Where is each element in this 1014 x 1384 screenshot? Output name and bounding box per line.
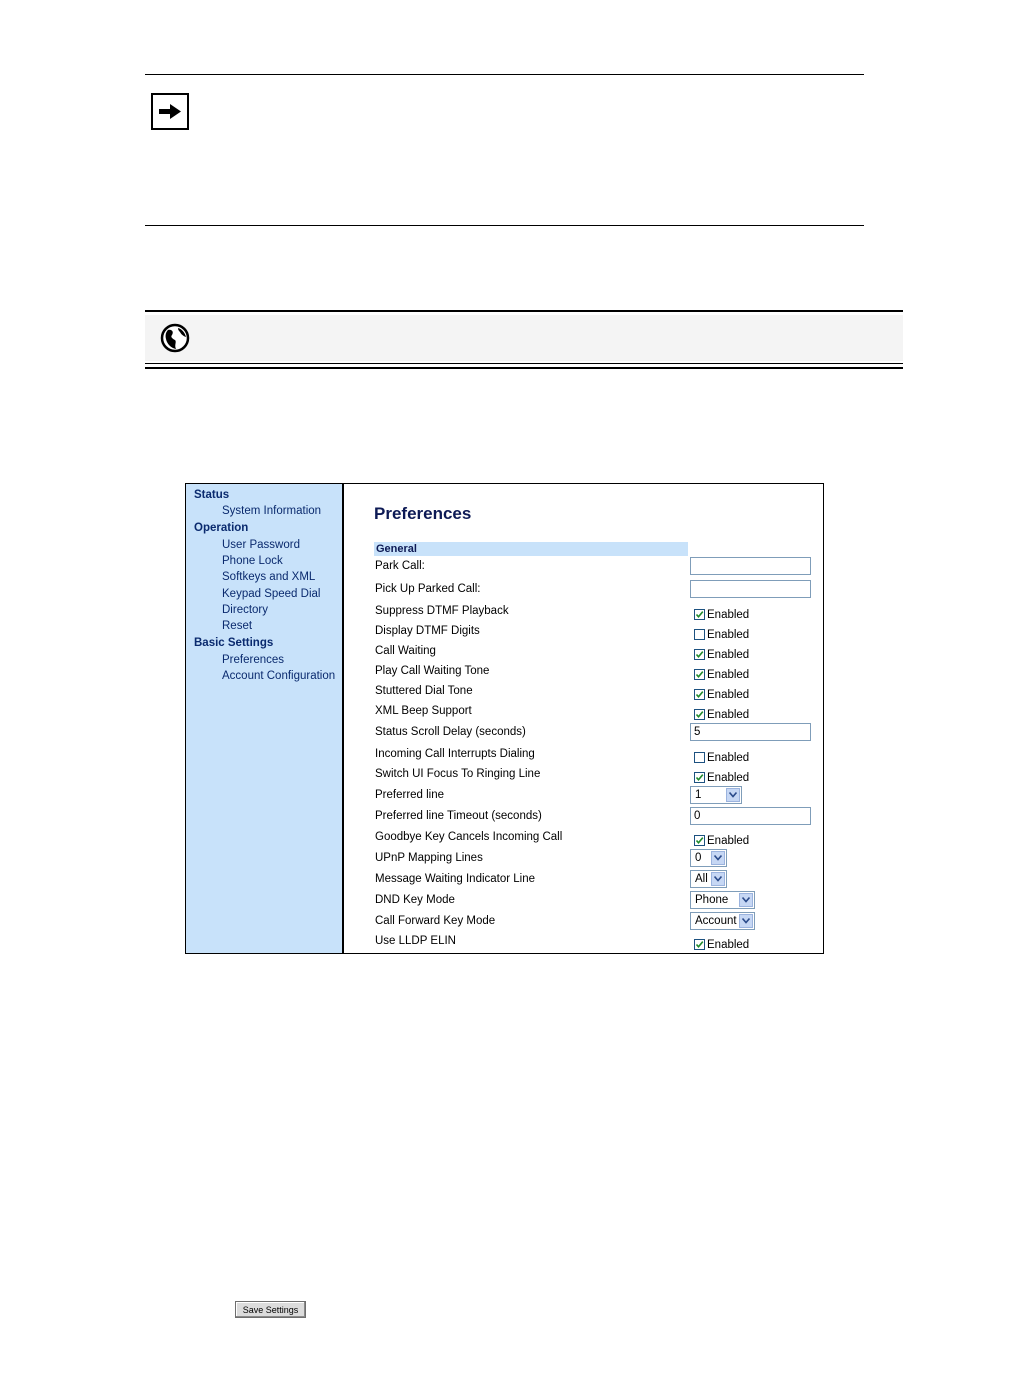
chevron-down-icon[interactable] — [739, 893, 753, 907]
enabled-label: Enabled — [707, 688, 750, 701]
checkmark-icon — [695, 710, 704, 719]
park-call-input[interactable] — [690, 557, 811, 575]
checkmark-icon — [695, 773, 704, 782]
suppress-dtmf-playback-label: Suppress DTMF Playback — [375, 605, 509, 617]
select-value: 0 — [695, 852, 702, 864]
enabled-label: Enabled — [707, 648, 750, 661]
checkbox-checked[interactable] — [694, 669, 705, 680]
sidebar-section-operation[interactable]: Operation — [194, 522, 249, 534]
enabled-label: Enabled — [707, 668, 750, 681]
checkbox-checked[interactable] — [694, 609, 705, 620]
display-dtmf-digits-label: Display DTMF Digits — [375, 625, 480, 637]
dnd-key-mode-label: DND Key Mode — [375, 894, 455, 906]
enabled-label: Enabled — [707, 628, 750, 641]
enabled-label: Enabled — [707, 771, 750, 784]
park-call-label: Park Call: — [375, 560, 425, 572]
enabled-label: Enabled — [707, 938, 750, 951]
select-value: Account — [695, 915, 737, 927]
checkbox-checked[interactable] — [694, 939, 705, 950]
divider-banner-top — [145, 310, 903, 312]
checkbox-unchecked[interactable] — [694, 629, 705, 640]
upnp-mapping-lines-select[interactable] — [690, 849, 727, 867]
upnp-mapping-lines-label: UPnP Mapping Lines — [375, 852, 483, 864]
enabled-label: Enabled — [707, 708, 750, 721]
checkbox-checked[interactable] — [694, 835, 705, 846]
sidebar-item-keypad-speed-dial[interactable]: Keypad Speed Dial — [222, 588, 321, 600]
checkmark-icon — [695, 940, 704, 949]
pick-up-parked-call-input[interactable] — [690, 580, 811, 598]
checkmark-icon — [695, 670, 704, 679]
status-scroll-delay-seconds-input[interactable] — [690, 723, 811, 741]
chevron-down-icon[interactable] — [739, 914, 753, 928]
chevron-down-icon[interactable] — [726, 788, 740, 802]
status-scroll-delay-seconds-label: Status Scroll Delay (seconds) — [375, 726, 526, 738]
display-dtmf-digits-checkbox[interactable] — [694, 626, 749, 640]
select-value: All — [695, 873, 708, 885]
checkbox-checked[interactable] — [694, 772, 705, 783]
use-lldp-elin-checkbox[interactable] — [694, 936, 749, 950]
chevron-down-icon[interactable] — [711, 872, 725, 886]
sidebar-item-user-password[interactable]: User Password — [222, 539, 300, 551]
switch-ui-focus-to-ringing-line-label: Switch UI Focus To Ringing Line — [375, 768, 541, 780]
incoming-call-interrupts-dialing-label: Incoming Call Interrupts Dialing — [375, 748, 535, 760]
checkmark-icon — [695, 836, 704, 845]
sidebar-section-basic-settings[interactable]: Basic Settings — [194, 637, 274, 649]
xml-beep-support-checkbox[interactable] — [694, 706, 749, 720]
enabled-label: Enabled — [707, 834, 750, 847]
checkbox-unchecked[interactable] — [694, 752, 705, 763]
checkmark-icon — [695, 650, 704, 659]
web-ui-screenshot — [185, 483, 824, 954]
save-settings-button[interactable]: Save Settings — [235, 1301, 306, 1318]
pick-up-parked-call-label: Pick Up Parked Call: — [375, 583, 481, 595]
sidebar-item-softkeys-and-xml[interactable]: Softkeys and XML — [222, 571, 316, 583]
goodbye-key-cancels-incoming-call-label: Goodbye Key Cancels Incoming Call — [375, 831, 563, 843]
checkbox-checked[interactable] — [694, 689, 705, 700]
sidebar-item-account-configuration[interactable]: Account Configuration — [222, 670, 336, 682]
chevron-down-icon[interactable] — [711, 851, 725, 865]
preferred-line-select[interactable] — [690, 786, 742, 804]
call-waiting-label: Call Waiting — [375, 645, 436, 657]
play-call-waiting-tone-label: Play Call Waiting Tone — [375, 665, 490, 677]
globe-icon — [160, 323, 190, 353]
divider-banner-bottom-2 — [145, 367, 903, 369]
divider-note-bottom — [145, 225, 864, 226]
preferred-line-timeout-seconds-label: Preferred line Timeout (seconds) — [375, 810, 542, 822]
suppress-dtmf-playback-checkbox[interactable] — [694, 606, 749, 620]
sidebar-item-phone-lock[interactable]: Phone Lock — [222, 555, 283, 567]
preferred-line-timeout-seconds-input[interactable] — [690, 807, 811, 825]
message-waiting-indicator-line-label: Message Waiting Indicator Line — [375, 873, 536, 885]
sidebar-item-directory[interactable]: Directory — [222, 604, 269, 616]
right-arrow-icon — [151, 93, 189, 130]
use-lldp-elin-label: Use LLDP ELIN — [375, 935, 456, 947]
sidebar — [186, 484, 344, 953]
call-waiting-checkbox[interactable] — [694, 646, 749, 660]
checkbox-checked[interactable] — [694, 649, 705, 660]
sidebar-item-preferences[interactable]: Preferences — [222, 654, 285, 666]
checkmark-icon — [695, 690, 704, 699]
xml-beep-support-label: XML Beep Support — [375, 705, 472, 717]
section-header-general: General — [374, 542, 688, 556]
stuttered-dial-tone-checkbox[interactable] — [694, 686, 749, 700]
divider-banner-bottom — [145, 363, 903, 364]
preferred-line-label: Preferred line — [375, 789, 445, 801]
call-forward-key-mode-select[interactable] — [690, 912, 755, 930]
select-value: 1 — [695, 789, 702, 801]
enabled-label: Enabled — [707, 608, 750, 621]
sidebar-item-system-information[interactable]: System Information — [222, 505, 322, 517]
sidebar-section-status[interactable]: Status — [194, 489, 230, 501]
goodbye-key-cancels-incoming-call-checkbox[interactable] — [694, 832, 749, 846]
message-waiting-indicator-line-select[interactable] — [690, 870, 727, 888]
play-call-waiting-tone-checkbox[interactable] — [694, 666, 749, 680]
sidebar-item-reset[interactable]: Reset — [222, 620, 253, 632]
divider-top — [145, 74, 864, 75]
stuttered-dial-tone-label: Stuttered Dial Tone — [375, 685, 473, 697]
call-forward-key-mode-label: Call Forward Key Mode — [375, 915, 496, 927]
checkbox-checked[interactable] — [694, 709, 705, 720]
enabled-label: Enabled — [707, 751, 750, 764]
checkmark-icon — [695, 610, 704, 619]
preferences-content — [344, 484, 823, 953]
dnd-key-mode-select[interactable] — [690, 891, 755, 909]
web-ui-banner — [145, 315, 903, 361]
incoming-call-interrupts-dialing-checkbox[interactable] — [694, 749, 749, 763]
page-title: Preferences — [374, 504, 472, 523]
switch-ui-focus-to-ringing-line-checkbox[interactable] — [694, 769, 749, 783]
select-value: Phone — [695, 894, 729, 906]
